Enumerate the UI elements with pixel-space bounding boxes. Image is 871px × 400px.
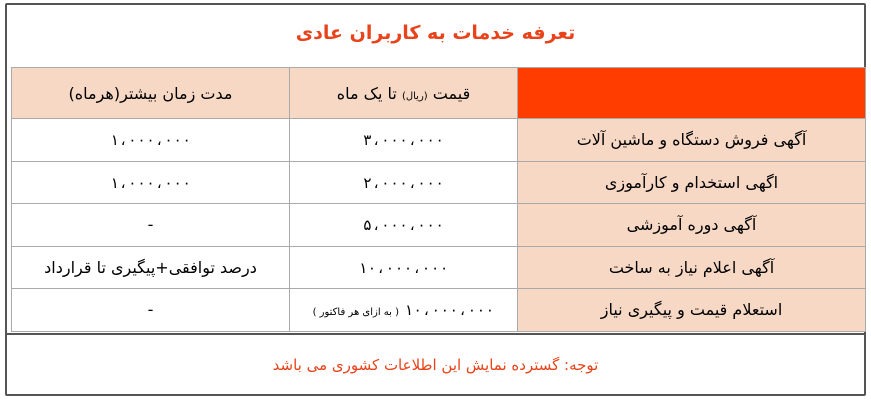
- extra-value: ۱،۰۰۰،۰۰۰: [109, 173, 192, 192]
- extra-time-column-header: مدت زمان بیشتر(هرماه): [12, 68, 290, 119]
- page-title: تعرفه خدمات به کاربران عادی: [295, 22, 576, 44]
- extra-cell: [12, 161, 290, 204]
- note-row: [5, 333, 866, 395]
- service-cell: آگهی اعلام نیاز به ساخت: [518, 246, 866, 289]
- extra-cell: [12, 119, 290, 162]
- price-value: ۵،۰۰۰،۰۰۰: [362, 216, 445, 235]
- table-row: [12, 204, 866, 247]
- footer-note: توجه: گسترده نمایش این اطلاعات کشوری می باشد: [272, 356, 599, 374]
- service-column-header: [518, 68, 866, 119]
- service-cell: استعلام قیمت و پیگیری نیاز: [518, 289, 866, 332]
- title-row: [5, 3, 866, 63]
- price-cell: [290, 119, 518, 162]
- extra-value: ۱،۰۰۰،۰۰۰: [109, 131, 192, 150]
- price-column-header: [290, 68, 518, 119]
- price-value: ۲،۰۰۰،۰۰۰: [362, 173, 445, 192]
- table-row: [12, 161, 866, 204]
- service-cell: آگهی دوره آموزشی: [518, 204, 866, 247]
- price-cell: [290, 246, 518, 289]
- price-value: ۱۰،۰۰۰،۰۰۰: [358, 258, 449, 277]
- price-value: ۳،۰۰۰،۰۰۰: [362, 131, 445, 150]
- fees-table: [11, 67, 866, 332]
- service-cell: آگهی فروش دستگاه و ماشین آلات: [518, 119, 866, 162]
- price-cell: [290, 289, 518, 332]
- table-header-row: [12, 68, 866, 119]
- price-header-unit: (ریال): [401, 90, 428, 102]
- price-header-label: قیمت: [432, 83, 471, 103]
- extra-cell: -: [12, 204, 290, 247]
- price-note: ( به ازای هر فاکتور ): [312, 307, 400, 319]
- price-cell: [290, 161, 518, 204]
- price-cell: [290, 204, 518, 247]
- service-cell: اگهی استخدام و کارآموزی: [518, 161, 866, 204]
- extra-cell: -: [12, 289, 290, 332]
- extra-cell: درصد توافقی+پیگیری تا قرارداد: [12, 246, 290, 289]
- price-value: ۱۰،۰۰۰،۰۰۰: [404, 301, 495, 320]
- price-header-suffix: تا یک ماه: [336, 83, 397, 103]
- table-row: [12, 289, 866, 332]
- table-row: [12, 119, 866, 162]
- table-row: [12, 246, 866, 289]
